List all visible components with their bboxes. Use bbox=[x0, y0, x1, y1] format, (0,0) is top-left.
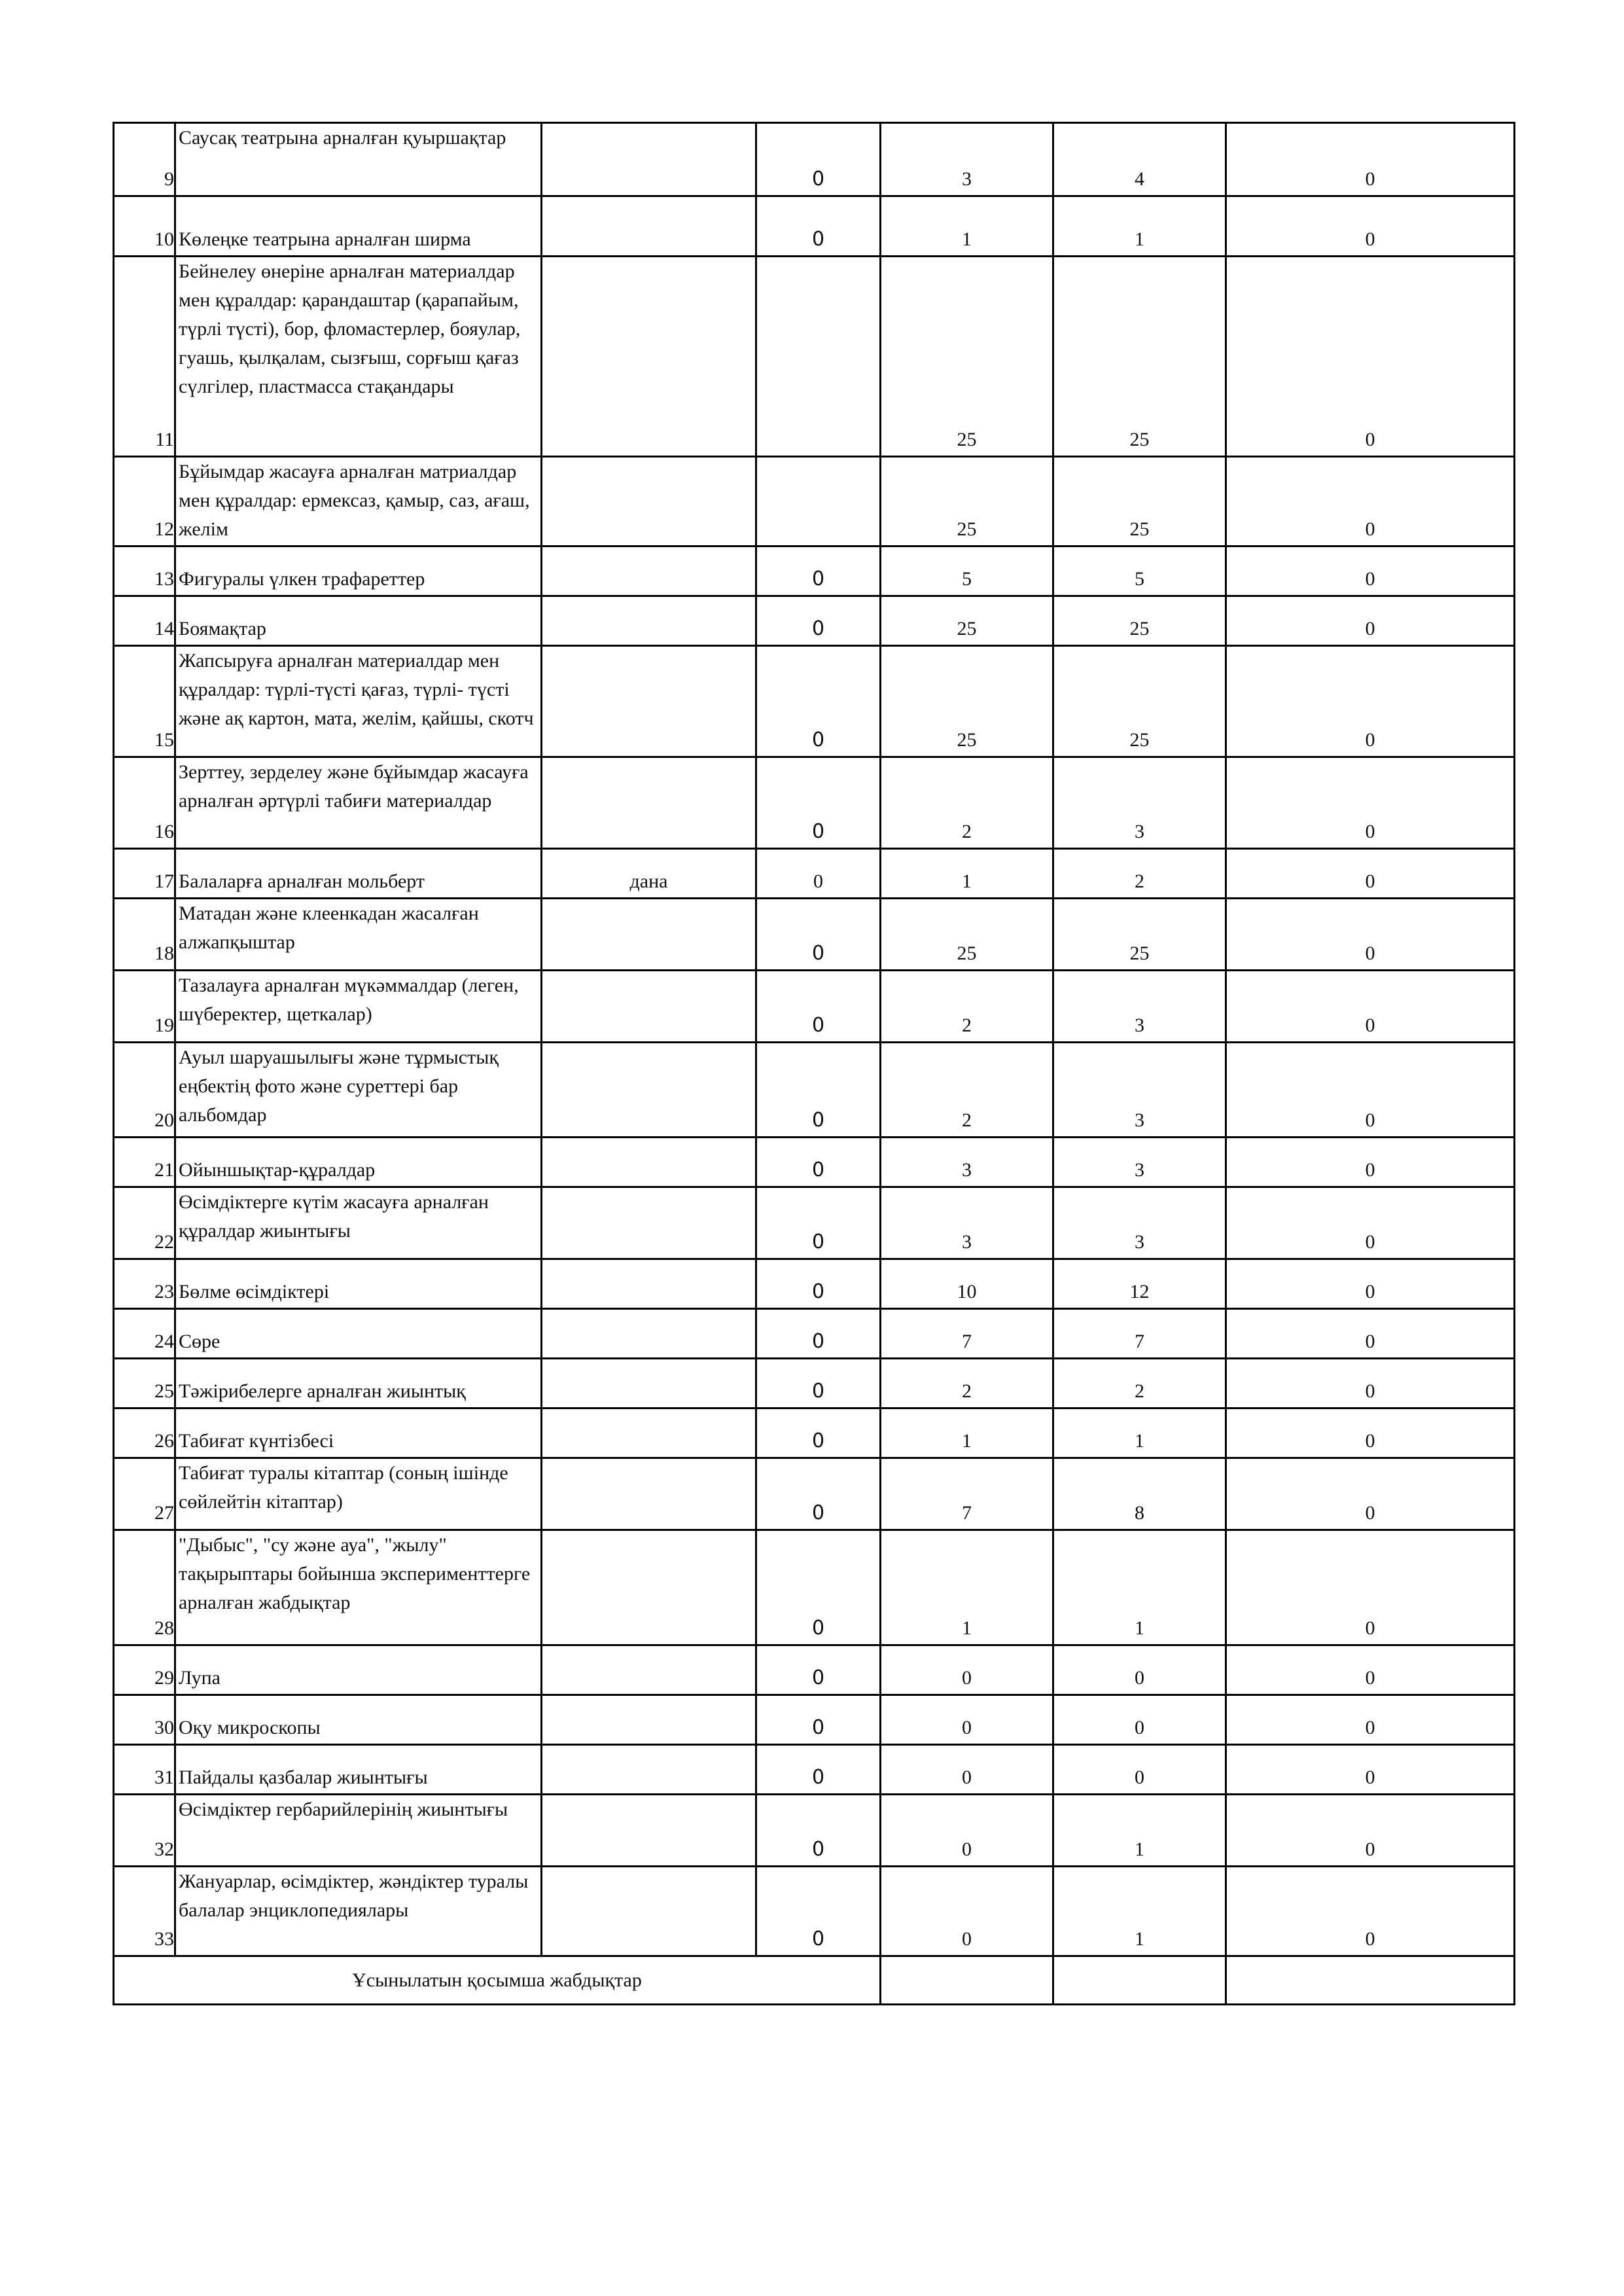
item-name: Саусақ театрына арналған қуыршақтар bbox=[175, 123, 542, 196]
table-row bbox=[114, 1359, 1515, 1408]
table-row bbox=[114, 257, 1515, 457]
unit-cell bbox=[542, 1867, 756, 1956]
item-name: Өсімдіктер гербарийлерінің жиынтығы bbox=[175, 1795, 542, 1867]
value-cell-2: 2 bbox=[881, 971, 1053, 1043]
value-cell-1: 0 bbox=[756, 1745, 881, 1795]
item-name: Ойыншықтар-құралдар bbox=[175, 1138, 542, 1187]
value-cell-1 bbox=[756, 257, 881, 457]
value-cell-1: 0 bbox=[756, 1043, 881, 1138]
table-row bbox=[114, 1408, 1515, 1458]
value-cell-2: 10 bbox=[881, 1259, 1053, 1309]
value-cell-1: 0 bbox=[756, 596, 881, 646]
unit-cell bbox=[542, 457, 756, 547]
value-cell-3: 25 bbox=[1053, 899, 1226, 971]
value-cell-3: 0 bbox=[1053, 1645, 1226, 1695]
row-number: 31 bbox=[114, 1745, 175, 1795]
value-cell-2: 2 bbox=[881, 1359, 1053, 1408]
value-cell-3: 25 bbox=[1053, 257, 1226, 457]
table-row bbox=[114, 1259, 1515, 1309]
unit-cell bbox=[542, 547, 756, 596]
item-name: Бейнелеу өнеріне арналған материалдар мен құралдар: қарандаштар (қарапайым, түрлі түсті), бор, фломастерлер, бояулар, гуашь, қылқалам, сызғыш, сорғыш қағаз сүлгілер, пластмасса стақандары bbox=[175, 257, 542, 457]
value-cell-2: 7 bbox=[881, 1458, 1053, 1530]
value-cell-3: 7 bbox=[1053, 1309, 1226, 1359]
row-number: 9 bbox=[114, 123, 175, 196]
value-cell-1: 0 bbox=[756, 1795, 881, 1867]
row-number: 23 bbox=[114, 1259, 175, 1309]
value-cell-4: 0 bbox=[1226, 849, 1515, 899]
equipment-table bbox=[113, 122, 1515, 2005]
value-cell-1: 0 bbox=[756, 1259, 881, 1309]
row-number: 26 bbox=[114, 1408, 175, 1458]
row-number: 14 bbox=[114, 596, 175, 646]
row-number: 22 bbox=[114, 1187, 175, 1259]
table-row bbox=[114, 596, 1515, 646]
value-cell-3: 3 bbox=[1053, 757, 1226, 849]
item-name: Табиғат күнтізбесі bbox=[175, 1408, 542, 1458]
unit-cell bbox=[542, 646, 756, 757]
value-cell-4: 0 bbox=[1226, 1259, 1515, 1309]
value-cell-4: 0 bbox=[1226, 646, 1515, 757]
value-cell-2: 25 bbox=[881, 596, 1053, 646]
unit-cell bbox=[542, 1138, 756, 1187]
unit-cell bbox=[542, 1695, 756, 1745]
value-cell-3: 25 bbox=[1053, 596, 1226, 646]
row-number: 28 bbox=[114, 1530, 175, 1645]
item-name: Тазалауға арналған мүкәммалдар (леген, шүберектер, щеткалар) bbox=[175, 971, 542, 1043]
table-row bbox=[114, 547, 1515, 596]
table-row bbox=[114, 646, 1515, 757]
row-number: 25 bbox=[114, 1359, 175, 1408]
value-cell-2: 2 bbox=[881, 757, 1053, 849]
item-name: Матадан және клеенкадан жасалған алжапқыштар bbox=[175, 899, 542, 971]
row-number: 18 bbox=[114, 899, 175, 971]
row-number: 30 bbox=[114, 1695, 175, 1745]
unit-cell bbox=[542, 1359, 756, 1408]
table-row bbox=[114, 1745, 1515, 1795]
value-cell-1: 0 bbox=[756, 757, 881, 849]
value-cell-4: 0 bbox=[1226, 1745, 1515, 1795]
unit-cell bbox=[542, 1187, 756, 1259]
unit-cell bbox=[542, 1745, 756, 1795]
row-number: 10 bbox=[114, 196, 175, 257]
value-cell-1: 0 bbox=[756, 646, 881, 757]
value-cell-2: 1 bbox=[881, 1530, 1053, 1645]
table-body bbox=[114, 123, 1515, 1956]
unit-cell bbox=[542, 1458, 756, 1530]
value-cell-4: 0 bbox=[1226, 1458, 1515, 1530]
unit-cell bbox=[542, 1530, 756, 1645]
value-cell-2: 25 bbox=[881, 646, 1053, 757]
row-number: 13 bbox=[114, 547, 175, 596]
value-cell-1: 0 bbox=[756, 1695, 881, 1745]
value-cell-1: 0 bbox=[756, 547, 881, 596]
value-cell-3: 1 bbox=[1053, 1867, 1226, 1956]
unit-cell bbox=[542, 1043, 756, 1138]
unit-cell bbox=[542, 1795, 756, 1867]
row-number: 33 bbox=[114, 1867, 175, 1956]
value-cell-1: 0 bbox=[756, 1309, 881, 1359]
item-name: Тәжірибелерге арналған жиынтық bbox=[175, 1359, 542, 1408]
value-cell-3: 2 bbox=[1053, 849, 1226, 899]
item-name: Оқу микроскопы bbox=[175, 1695, 542, 1745]
footer-cell-c2 bbox=[881, 1956, 1053, 2005]
table-row bbox=[114, 1043, 1515, 1138]
unit-cell bbox=[542, 1645, 756, 1695]
value-cell-2: 3 bbox=[881, 123, 1053, 196]
table-row bbox=[114, 457, 1515, 547]
table-row bbox=[114, 1695, 1515, 1745]
unit-cell bbox=[542, 1408, 756, 1458]
value-cell-3: 1 bbox=[1053, 1408, 1226, 1458]
item-name: Өсімдіктерге күтім жасауға арналған құралдар жиынтығы bbox=[175, 1187, 542, 1259]
value-cell-3: 0 bbox=[1053, 1745, 1226, 1795]
item-name: Боямақтар bbox=[175, 596, 542, 646]
unit-cell bbox=[542, 196, 756, 257]
row-number: 20 bbox=[114, 1043, 175, 1138]
value-cell-4: 0 bbox=[1226, 1795, 1515, 1867]
table-row bbox=[114, 1458, 1515, 1530]
table-row bbox=[114, 1309, 1515, 1359]
value-cell-3: 1 bbox=[1053, 1795, 1226, 1867]
row-number: 12 bbox=[114, 457, 175, 547]
value-cell-4: 0 bbox=[1226, 1645, 1515, 1695]
value-cell-3: 8 bbox=[1053, 1458, 1226, 1530]
value-cell-2: 1 bbox=[881, 196, 1053, 257]
row-number: 11 bbox=[114, 257, 175, 457]
unit-cell bbox=[542, 1309, 756, 1359]
value-cell-3: 12 bbox=[1053, 1259, 1226, 1309]
row-number: 32 bbox=[114, 1795, 175, 1867]
unit-cell bbox=[542, 1259, 756, 1309]
unit-cell: дана bbox=[542, 849, 756, 899]
value-cell-1: 0 bbox=[756, 971, 881, 1043]
value-cell-3: 3 bbox=[1053, 1138, 1226, 1187]
footer-cell-c4 bbox=[1226, 1956, 1515, 2005]
value-cell-4: 0 bbox=[1226, 123, 1515, 196]
row-number: 17 bbox=[114, 849, 175, 899]
value-cell-4: 0 bbox=[1226, 1309, 1515, 1359]
value-cell-1: 0 bbox=[756, 1408, 881, 1458]
value-cell-2: 0 bbox=[881, 1695, 1053, 1745]
table-row bbox=[114, 1530, 1515, 1645]
item-name: Жапсыруға арналған материалдар мен құралдар: түрлі-түсті қағаз, түрлі- түсті және ақ картон, мата, желім, қайшы, скотч bbox=[175, 646, 542, 757]
table-row bbox=[114, 757, 1515, 849]
value-cell-1: 0 bbox=[756, 1359, 881, 1408]
item-name: "Дыбыс", "су және ауа", "жылу" тақырыптары бойынша эксперименттерге арналған жабдықтар bbox=[175, 1530, 542, 1645]
value-cell-2: 0 bbox=[881, 1867, 1053, 1956]
value-cell-3: 3 bbox=[1053, 1043, 1226, 1138]
value-cell-4: 0 bbox=[1226, 1138, 1515, 1187]
value-cell-1: 0 bbox=[756, 196, 881, 257]
value-cell-3: 25 bbox=[1053, 646, 1226, 757]
unit-cell bbox=[542, 899, 756, 971]
value-cell-2: 25 bbox=[881, 257, 1053, 457]
value-cell-4: 0 bbox=[1226, 596, 1515, 646]
value-cell-4: 0 bbox=[1226, 1867, 1515, 1956]
item-name: Ауыл шаруашылығы және тұрмыстық еңбектің фото және суреттері бар альбомдар bbox=[175, 1043, 542, 1138]
value-cell-3: 2 bbox=[1053, 1359, 1226, 1408]
value-cell-3: 3 bbox=[1053, 971, 1226, 1043]
item-name: Балаларға арналған мольберт bbox=[175, 849, 542, 899]
value-cell-2: 0 bbox=[881, 1645, 1053, 1695]
value-cell-4: 0 bbox=[1226, 257, 1515, 457]
value-cell-3: 0 bbox=[1053, 1695, 1226, 1745]
item-name: Фигуралы үлкен трафареттер bbox=[175, 547, 542, 596]
value-cell-4: 0 bbox=[1226, 547, 1515, 596]
value-cell-2: 7 bbox=[881, 1309, 1053, 1359]
value-cell-1: 0 bbox=[756, 899, 881, 971]
value-cell-4: 0 bbox=[1226, 196, 1515, 257]
unit-cell bbox=[542, 257, 756, 457]
table-row bbox=[114, 1645, 1515, 1695]
row-number: 16 bbox=[114, 757, 175, 849]
value-cell-3: 5 bbox=[1053, 547, 1226, 596]
value-cell-2: 25 bbox=[881, 899, 1053, 971]
item-name: Бұйымдар жасауға арналған матриалдар мен құралдар: ермексаз, қамыр, саз, ағаш, желім bbox=[175, 457, 542, 547]
value-cell-1: 0 bbox=[756, 1867, 881, 1956]
item-name: Көлеңке театрына арналған ширма bbox=[175, 196, 542, 257]
item-name: Жануарлар, өсімдіктер, жәндіктер туралы балалар энциклопедиялары bbox=[175, 1867, 542, 1956]
value-cell-4: 0 bbox=[1226, 1408, 1515, 1458]
value-cell-1 bbox=[756, 457, 881, 547]
value-cell-4: 0 bbox=[1226, 1187, 1515, 1259]
item-name: Зерттеу, зерделеу және бұйымдар жасауға арналған әртүрлі табиғи материалдар bbox=[175, 757, 542, 849]
table-row bbox=[114, 196, 1515, 257]
table-row bbox=[114, 971, 1515, 1043]
table-row bbox=[114, 1867, 1515, 1956]
footer-row bbox=[114, 1956, 1515, 2005]
value-cell-4: 0 bbox=[1226, 1530, 1515, 1645]
value-cell-4: 0 bbox=[1226, 1695, 1515, 1745]
table-row bbox=[114, 899, 1515, 971]
row-number: 24 bbox=[114, 1309, 175, 1359]
value-cell-2: 0 bbox=[881, 1795, 1053, 1867]
value-cell-4: 0 bbox=[1226, 971, 1515, 1043]
value-cell-2: 0 bbox=[881, 1745, 1053, 1795]
item-name: Сөре bbox=[175, 1309, 542, 1359]
value-cell-4: 0 bbox=[1226, 457, 1515, 547]
row-number: 29 bbox=[114, 1645, 175, 1695]
row-number: 27 bbox=[114, 1458, 175, 1530]
row-number: 15 bbox=[114, 646, 175, 757]
table-row bbox=[114, 1138, 1515, 1187]
value-cell-4: 0 bbox=[1226, 1359, 1515, 1408]
value-cell-2: 25 bbox=[881, 457, 1053, 547]
value-cell-1: 0 bbox=[756, 1458, 881, 1530]
footer-label: Ұсынылатын қосымша жабдықтар bbox=[114, 1956, 881, 2005]
footer-cell-c3 bbox=[1053, 1956, 1226, 2005]
value-cell-2: 3 bbox=[881, 1138, 1053, 1187]
table-row bbox=[114, 849, 1515, 899]
value-cell-1: 0 bbox=[756, 849, 881, 899]
row-number: 19 bbox=[114, 971, 175, 1043]
item-name: Табиғат туралы кітаптар (соның ішінде сөйлейтін кітаптар) bbox=[175, 1458, 542, 1530]
unit-cell bbox=[542, 971, 756, 1043]
value-cell-1: 0 bbox=[756, 1530, 881, 1645]
value-cell-1: 0 bbox=[756, 1187, 881, 1259]
value-cell-3: 1 bbox=[1053, 1530, 1226, 1645]
value-cell-4: 0 bbox=[1226, 1043, 1515, 1138]
value-cell-2: 3 bbox=[881, 1187, 1053, 1259]
table-row bbox=[114, 1187, 1515, 1259]
row-number: 21 bbox=[114, 1138, 175, 1187]
value-cell-3: 3 bbox=[1053, 1187, 1226, 1259]
value-cell-3: 4 bbox=[1053, 123, 1226, 196]
value-cell-2: 1 bbox=[881, 1408, 1053, 1458]
value-cell-2: 2 bbox=[881, 1043, 1053, 1138]
value-cell-1: 0 bbox=[756, 1645, 881, 1695]
unit-cell bbox=[542, 757, 756, 849]
value-cell-4: 0 bbox=[1226, 757, 1515, 849]
value-cell-3: 1 bbox=[1053, 196, 1226, 257]
value-cell-1: 0 bbox=[756, 123, 881, 196]
value-cell-2: 5 bbox=[881, 547, 1053, 596]
item-name: Лупа bbox=[175, 1645, 542, 1695]
table-row bbox=[114, 1795, 1515, 1867]
item-name: Пайдалы қазбалар жиынтығы bbox=[175, 1745, 542, 1795]
value-cell-4: 0 bbox=[1226, 899, 1515, 971]
unit-cell bbox=[542, 123, 756, 196]
value-cell-1: 0 bbox=[756, 1138, 881, 1187]
table-row bbox=[114, 123, 1515, 196]
item-name: Бөлме өсімдіктері bbox=[175, 1259, 542, 1309]
value-cell-2: 1 bbox=[881, 849, 1053, 899]
unit-cell bbox=[542, 596, 756, 646]
value-cell-3: 25 bbox=[1053, 457, 1226, 547]
